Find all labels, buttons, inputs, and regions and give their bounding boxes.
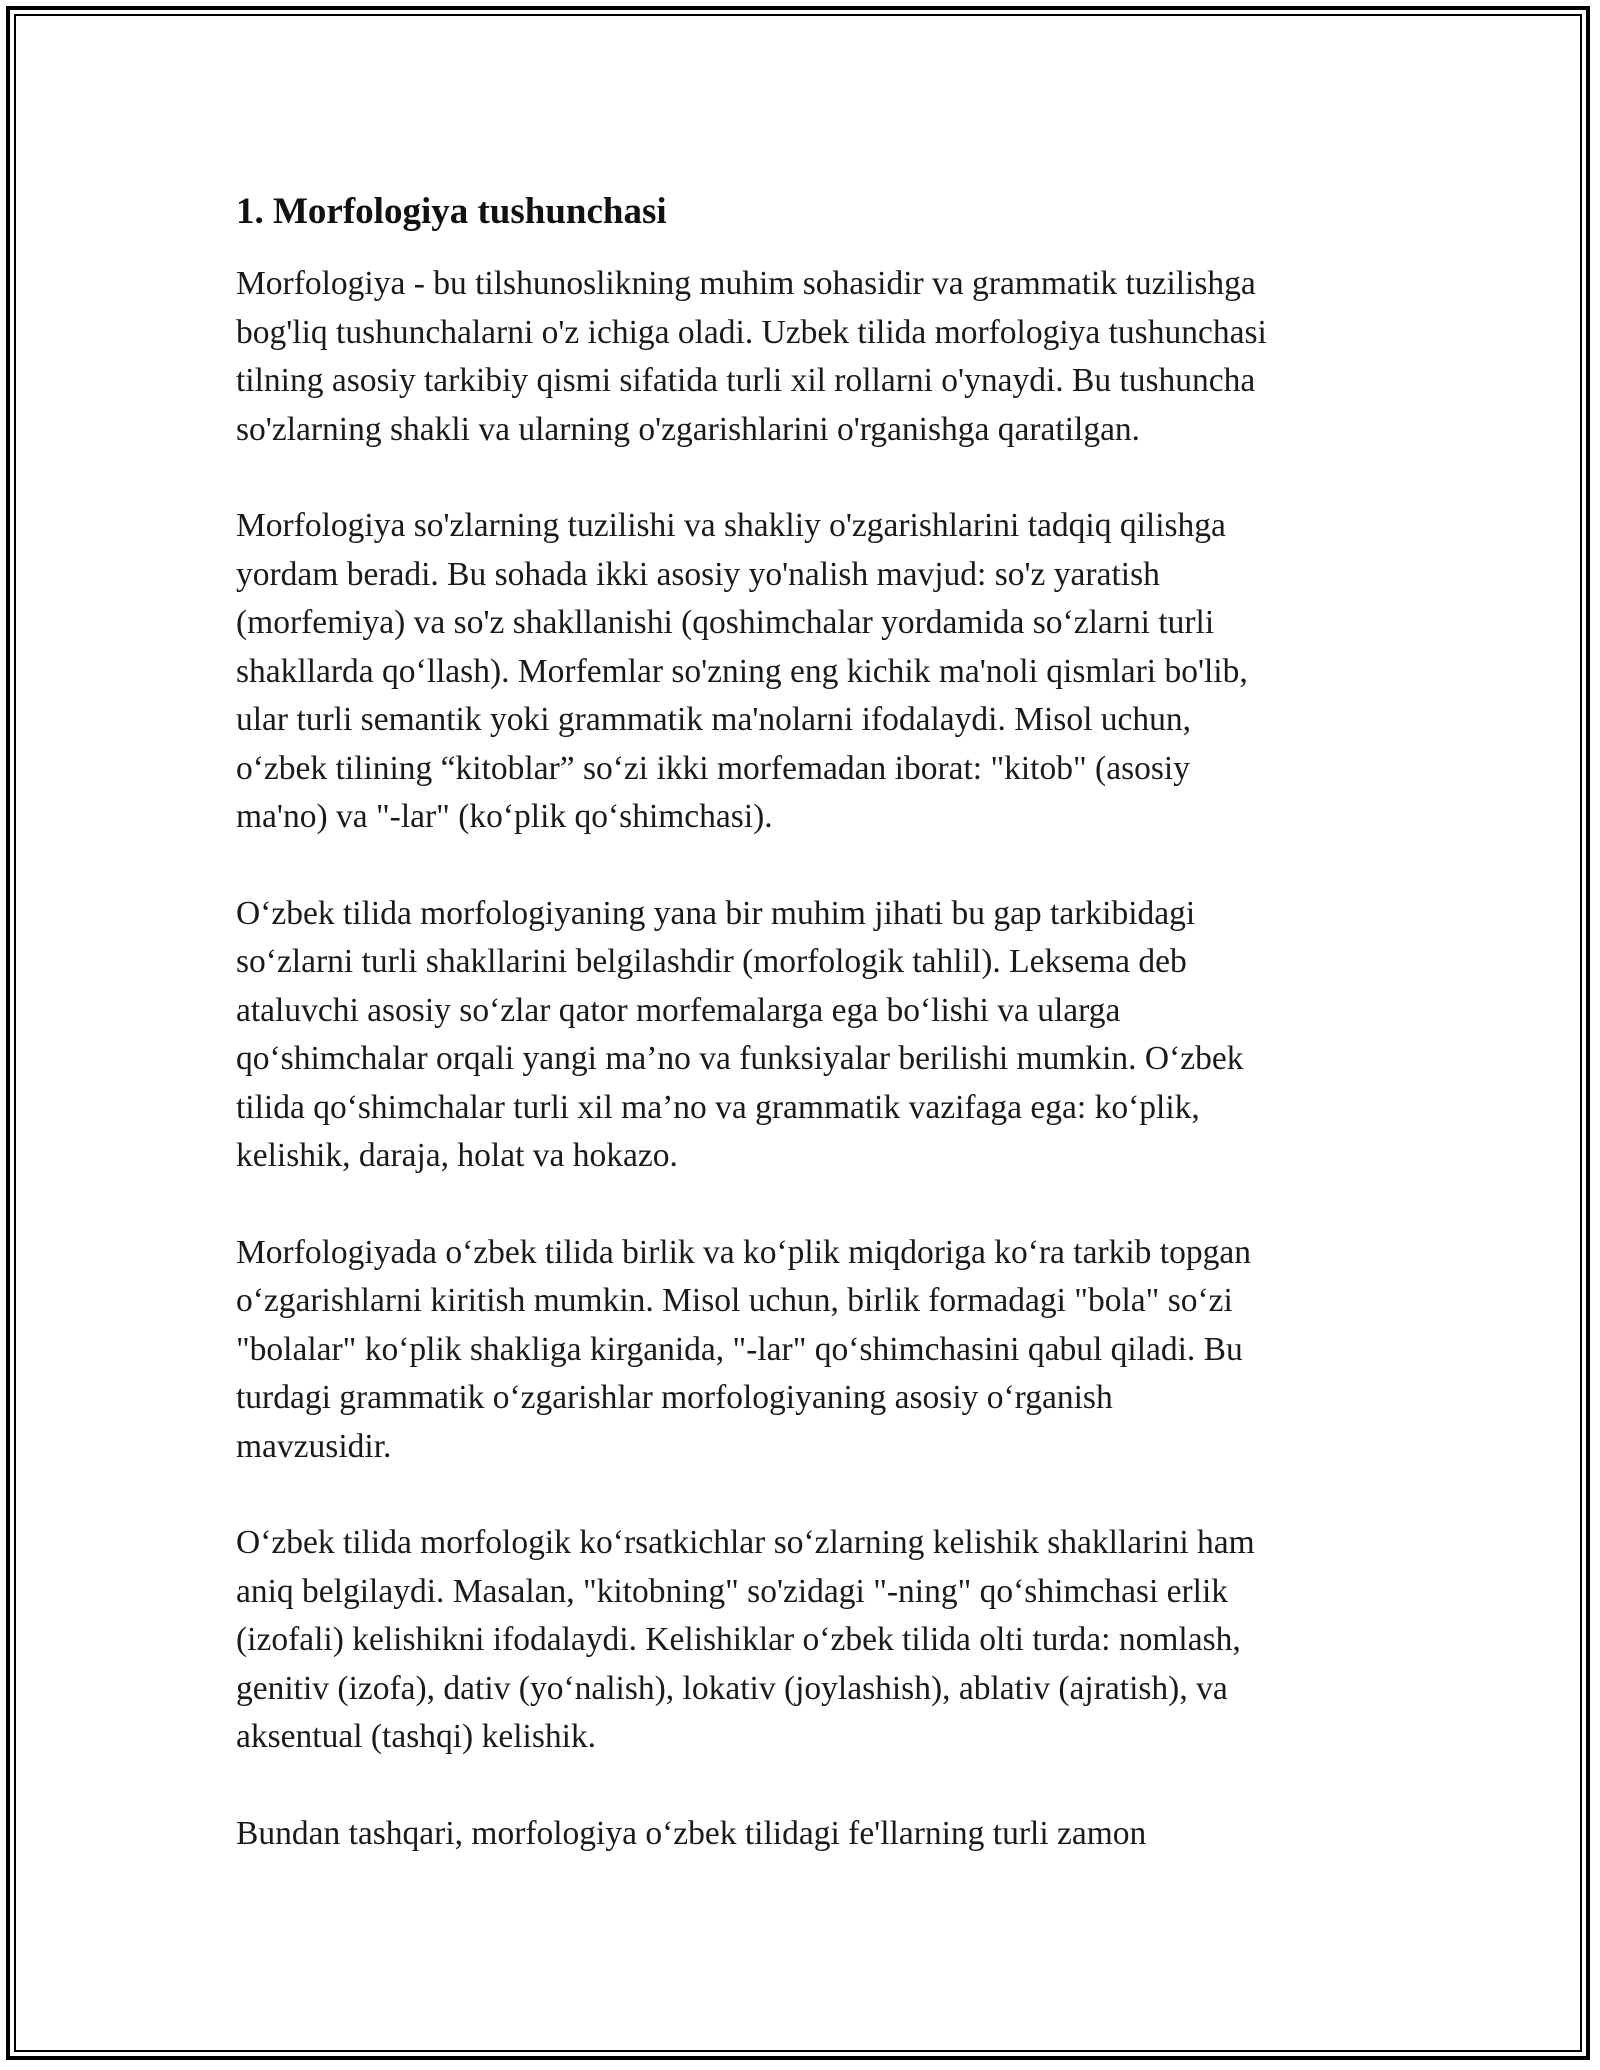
- paragraph: [236, 260, 1396, 454]
- text-line: so'zlarning shakli va ularning o'zgarishlarini o'rganishga qaratilgan.: [236, 410, 1141, 448]
- text-line: O‘zbek tilida morfologik ko‘rsatkichlar so‘zlarning kelishik shakllarini ham: [236, 1524, 1255, 1561]
- text-line: tilida qo‘shimchalar turli xil ma’no va grammatik vazifaga ega: ko‘plik,: [236, 1088, 1200, 1126]
- text-line: "bolalar" ko‘plik shakliga kirganida, "-lar" qo‘shimchasini qabul qiladi. Bu: [236, 1330, 1243, 1368]
- text-line: mavzusidir.: [236, 1427, 392, 1465]
- text-line: turdagi grammatik o‘zgarishlar morfologiyaning asosiy o‘rganish: [236, 1379, 1113, 1416]
- text-line: o‘zbek tilining “kitoblar” so‘zi ikki morfemadan iborat: "kitob" (asosiy: [236, 749, 1190, 787]
- paragraph: [236, 1519, 1396, 1762]
- text-line: (izofali) kelishikni ifodalaydi. Kelishiklar o‘zbek tilida olti turda: nomlash,: [236, 1621, 1241, 1658]
- text-line: shakllarda qo‘llash). Morfemlar so'zning eng kichik ma'noli qismlari bo'lib,: [236, 652, 1248, 690]
- text-line: kelishik, daraja, holat va hokazo.: [236, 1137, 678, 1174]
- text-line: so‘zlarni turli shakllarini belgilashdir (morfologik tahlil). Leksema deb: [236, 943, 1187, 980]
- text-line: genitiv (izofa), dativ (yo‘nalish), lokativ (joylashish), ablativ (ajratish), va: [236, 1669, 1228, 1707]
- text-line: (morfemiya) va so'z shakllanishi (qoshimchalar yordamida so‘zlarni turli: [236, 604, 1215, 641]
- document-body: [236, 188, 1396, 1906]
- text-line: O‘zbek tilida morfologiyaning yana bir muhim jihati bu gap tarkibidagi: [236, 894, 1196, 932]
- text-line: qo‘shimchalar orqali yangi ma’no va funksiyalar berilishi mumkin. O‘zbek: [236, 1040, 1244, 1077]
- paragraph: [236, 1810, 1396, 1859]
- text-line: ataluvchi asosiy so‘zlar qator morfemalarga ega bo‘lishi va ularga: [236, 991, 1121, 1029]
- section-heading: 1. Morfologiya tushunchasi: [236, 191, 667, 232]
- paragraph: [236, 1229, 1396, 1472]
- text-line: yordam beradi. Bu sohada ikki asosiy yo'nalish mavjud: so'z yaratish: [236, 555, 1160, 593]
- paragraph: [236, 890, 1396, 1181]
- text-line: Morfologiya so'zlarning tuzilishi va shakliy o'zgarishlarini tadqiq qilishga: [236, 507, 1226, 544]
- text-line: o‘zgarishlarni kiritish mumkin. Misol uchun, birlik formadagi "bola" so‘zi: [236, 1282, 1233, 1319]
- text-line: bog'liq tushunchalarni o'z ichiga oladi. Uzbek tilida morfologiya tushunchasi: [236, 313, 1267, 351]
- paragraph: [236, 502, 1396, 842]
- text-line: tilning asosiy tarkibiy qismi sifatida turli xil rollarni o'ynaydi. Bu tushuncha: [236, 362, 1256, 399]
- text-line: Bundan tashqari, morfologiya o‘zbek tilidagi fe'llarning turli zamon: [236, 1814, 1147, 1852]
- text-line: aksentual (tashqi) kelishik.: [236, 1718, 597, 1755]
- text-line: ma'no) va "-lar" (ko‘plik qo‘shimchasi).: [236, 798, 773, 835]
- text-line: ular turli semantik yoki grammatik ma'nolarni ifodalaydi. Misol uchun,: [236, 701, 1192, 738]
- text-line: aniq belgilaydi. Masalan, "kitobning" so'zidagi "-ning" qo‘shimchasi erlik: [236, 1572, 1229, 1610]
- text-line: Morfologiyada o‘zbek tilida birlik va ko‘plik miqdoriga ko‘ra tarkib topgan: [236, 1233, 1251, 1271]
- text-line: Morfologiya - bu tilshunoslikning muhim sohasidir va grammatik tuzilishga: [236, 265, 1256, 302]
